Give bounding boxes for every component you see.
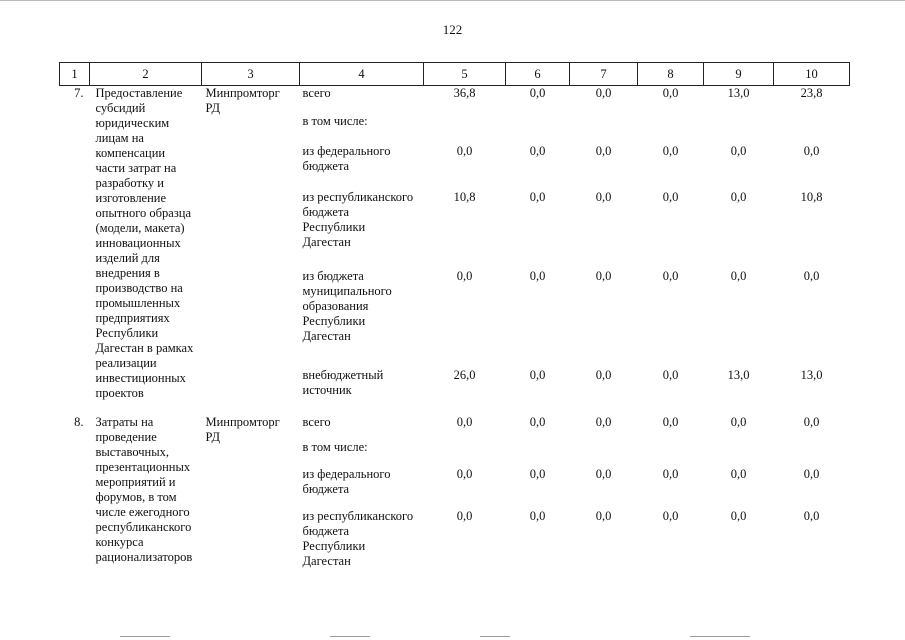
executor-line: РД	[205, 101, 221, 115]
column-header: 3	[202, 63, 300, 86]
funding-value: 0,0	[595, 509, 612, 523]
executor	[202, 86, 300, 402]
funding-value: 0,0	[529, 415, 546, 429]
page-number: 122	[442, 22, 463, 37]
item-name-line: Предоставление	[95, 86, 183, 100]
funding-source-line: в том числе:	[302, 113, 368, 128]
funding-value: 0,0	[803, 415, 820, 429]
column-header: 9	[704, 63, 774, 86]
funding-source	[300, 467, 424, 509]
executor	[202, 415, 300, 569]
funding-value: 0,0	[803, 467, 820, 481]
item-name-line: Республики	[95, 326, 159, 340]
funding-value: 0,0	[662, 86, 679, 100]
funding-source	[300, 86, 424, 114]
item-name-line: внедрения в	[95, 266, 160, 280]
funding-source-line: всего	[302, 415, 331, 429]
funding-value	[774, 440, 850, 467]
item-name-line: предприятиях	[95, 311, 170, 325]
funding-value	[638, 440, 704, 467]
funding-value	[506, 440, 570, 467]
funding-value	[570, 440, 638, 467]
item-name-line: конкурса	[95, 535, 144, 549]
item-number: 8.	[74, 415, 84, 429]
column-header: 8	[638, 63, 704, 86]
item-name-line: производство на	[95, 281, 183, 295]
funding-value: 0,0	[529, 367, 546, 382]
item-number: 7.	[74, 86, 84, 100]
funding-source-line: бюджета	[302, 482, 350, 496]
funding-value: 0,0	[803, 269, 820, 284]
funding-value	[704, 114, 774, 144]
funding-value: 0,0	[529, 467, 546, 481]
funding-source-line: Республики	[302, 219, 366, 234]
funding-value: 0,0	[730, 269, 747, 284]
funding-value: 0,0	[456, 415, 473, 429]
funding-source-line: Дагестан	[302, 554, 351, 568]
funding-value: 0,0	[730, 467, 747, 481]
funding-value: 13,0	[800, 367, 823, 382]
item-name-line: числе ежегодного	[95, 505, 190, 519]
funding-value: 0,0	[595, 269, 612, 284]
funding-value: 0,0	[456, 143, 473, 158]
item-name-line: компенсации	[95, 146, 166, 160]
item-name-line: рационализаторов	[95, 550, 193, 564]
funding-source	[300, 190, 424, 270]
item-name-line: лицам на	[95, 131, 144, 145]
funding-value	[570, 114, 638, 144]
funding-source	[300, 269, 424, 367]
funding-value: 0,0	[595, 189, 612, 204]
item-name-line: части затрат на	[95, 161, 177, 175]
column-header: 2	[90, 63, 202, 86]
column-header: 10	[774, 63, 850, 86]
funding-source-line: внебюджетный	[302, 367, 384, 382]
funding-value: 23,8	[800, 86, 823, 100]
item-name-line: реализации	[95, 356, 157, 370]
item-name-line: мероприятий и	[95, 475, 176, 489]
column-header: 5	[424, 63, 506, 86]
row-spacer	[60, 401, 850, 415]
funding-value: 0,0	[595, 143, 612, 158]
item-name-line: опытного образца	[95, 206, 192, 220]
funding-source-line: Дагестан	[302, 234, 351, 249]
item-name-line: Дагестан в рамках	[95, 341, 194, 355]
funding-value: 0,0	[595, 86, 612, 100]
funding-source-line: бюджета	[302, 158, 350, 173]
item-name-line: инновационных	[95, 236, 181, 250]
executor-line: РД	[205, 430, 221, 444]
funding-source-line: Республики	[302, 314, 366, 329]
funding-source	[300, 144, 424, 190]
executor-line: Минпромторг	[205, 415, 280, 429]
funding-source	[300, 440, 424, 467]
funding-value: 0,0	[595, 415, 612, 429]
funding-value: 0,0	[456, 467, 473, 481]
executor-line: Минпромторг	[205, 86, 280, 100]
funding-source-line: Дагестан	[302, 329, 351, 344]
bottom-scan-marks	[0, 636, 905, 637]
budget-table	[59, 62, 850, 569]
funding-source-line: из республиканского	[302, 509, 414, 523]
funding-source-line: муниципального	[302, 284, 392, 299]
item-name-line: промышленных	[95, 296, 181, 310]
item-name-line: изготовление	[95, 191, 167, 205]
funding-value: 0,0	[529, 189, 546, 204]
funding-value: 0,0	[730, 509, 747, 523]
funding-value: 0,0	[662, 269, 679, 284]
funding-source-line: образования	[302, 299, 369, 314]
item-name-line: инвестиционных	[95, 371, 186, 385]
funding-value	[506, 114, 570, 144]
funding-value: 0,0	[595, 467, 612, 481]
funding-value: 0,0	[529, 509, 546, 523]
funding-source	[300, 368, 424, 401]
funding-value	[424, 114, 506, 144]
item-name-line: выставочных,	[95, 445, 170, 459]
funding-value: 0,0	[595, 367, 612, 382]
item-name-line: проведение	[95, 430, 157, 444]
funding-value: 0,0	[730, 415, 747, 429]
item-name-line: юридическим	[95, 116, 170, 130]
funding-value: 0,0	[529, 86, 546, 100]
funding-source-line: из федерального	[302, 467, 391, 481]
top-rule	[0, 0, 905, 1]
funding-value: 26,0	[453, 367, 476, 382]
funding-value: 10,8	[453, 189, 476, 204]
funding-source	[300, 114, 424, 144]
table-row	[60, 415, 850, 440]
funding-source	[300, 415, 424, 440]
funding-source-line: Республики	[302, 539, 366, 553]
item-name-line: субсидий	[95, 101, 146, 115]
funding-value: 36,8	[453, 86, 476, 100]
column-header: 6	[506, 63, 570, 86]
funding-value: 0,0	[662, 143, 679, 158]
column-header: 7	[570, 63, 638, 86]
funding-value: 10,8	[800, 189, 823, 204]
funding-source-line: в том числе:	[302, 440, 368, 454]
item-name-line: изделий для	[95, 251, 160, 265]
funding-source-line: из бюджета	[302, 269, 364, 284]
funding-value: 0,0	[529, 143, 546, 158]
item-name-line: Затраты на	[95, 415, 154, 429]
funding-source-line: всего	[302, 86, 331, 100]
funding-value: 0,0	[730, 189, 747, 204]
funding-value: 0,0	[730, 143, 747, 158]
item-name-line: разработку и	[95, 176, 164, 190]
funding-value: 0,0	[662, 415, 679, 429]
funding-source	[300, 509, 424, 569]
funding-value	[774, 114, 850, 144]
funding-value	[704, 440, 774, 467]
funding-value: 0,0	[662, 467, 679, 481]
funding-value: 0,0	[803, 143, 820, 158]
item-name	[90, 86, 202, 402]
funding-source-line: бюджета	[302, 524, 350, 538]
item-name-line: форумов, в том	[95, 490, 177, 504]
funding-source-line: источник	[302, 382, 352, 397]
item-name-line: проектов	[95, 386, 144, 400]
funding-value	[638, 114, 704, 144]
funding-source-line: из федерального	[302, 143, 391, 158]
column-number-row	[60, 63, 850, 86]
item-name-line: республиканского	[95, 520, 192, 534]
funding-value: 13,0	[727, 367, 750, 382]
funding-value: 0,0	[662, 189, 679, 204]
funding-value: 0,0	[529, 269, 546, 284]
funding-value: 0,0	[803, 509, 820, 523]
funding-value: 0,0	[456, 269, 473, 284]
funding-value: 0,0	[662, 509, 679, 523]
funding-value: 0,0	[456, 509, 473, 523]
funding-value: 13,0	[727, 86, 750, 100]
column-header: 4	[300, 63, 424, 86]
item-name	[90, 415, 202, 569]
funding-value: 0,0	[662, 367, 679, 382]
item-name-line: презентационных	[95, 460, 191, 474]
table-row	[60, 86, 850, 114]
column-header: 1	[60, 63, 90, 86]
funding-value	[424, 440, 506, 467]
funding-source-line: бюджета	[302, 204, 350, 219]
item-name-line: (модели, макета)	[95, 221, 185, 235]
funding-source-line: из республиканского	[302, 189, 414, 204]
